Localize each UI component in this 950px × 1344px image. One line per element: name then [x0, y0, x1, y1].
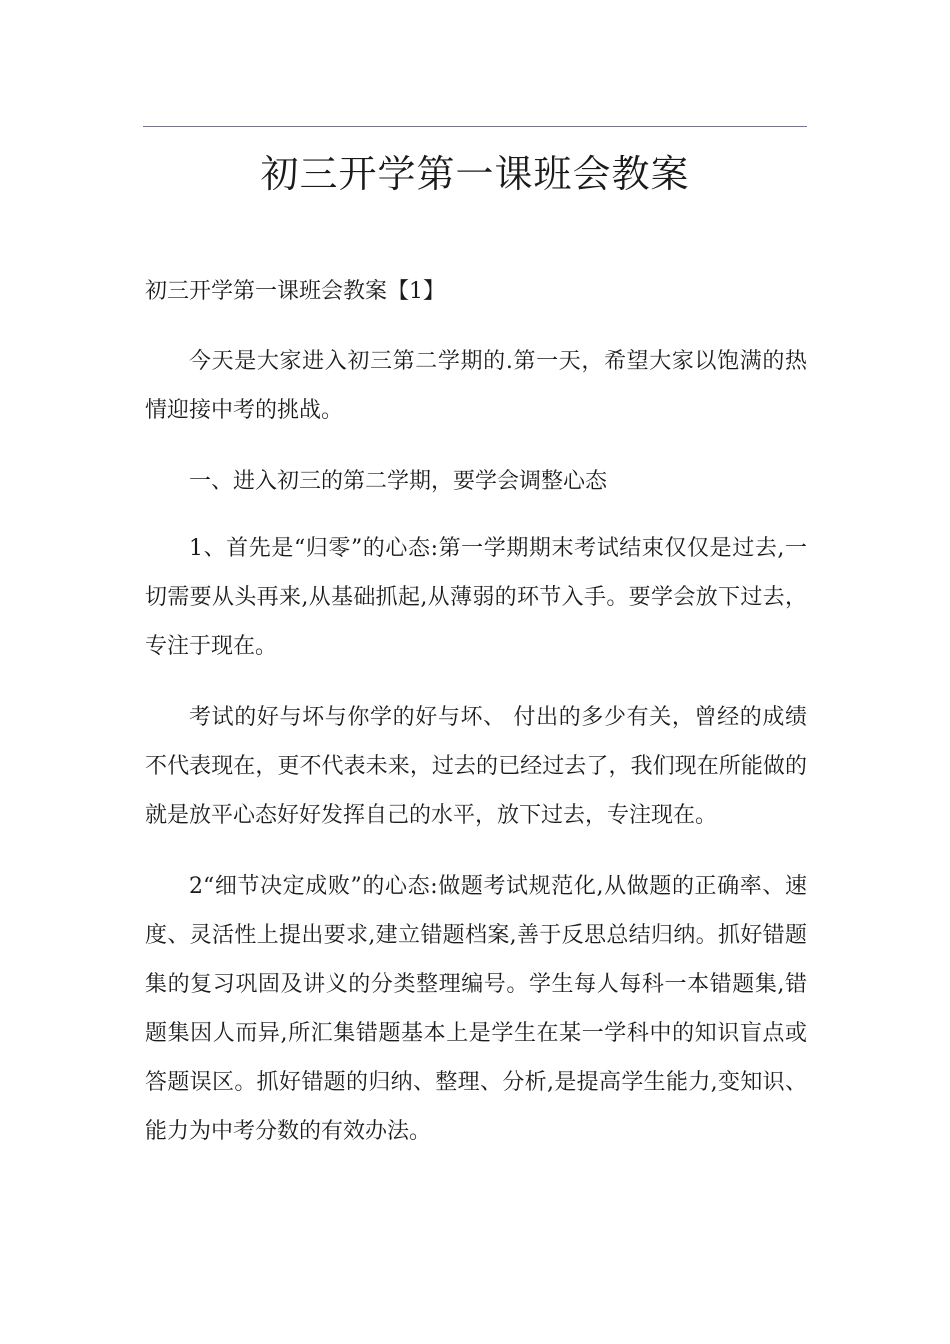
paragraph-intro: 今天是大家进入初三第二学期的.第一天，希望大家以饱满的热情迎接中考的挑战。: [145, 349, 807, 423]
paragraph-heading-one: 一、进入初三的第二学期，要学会调整心态: [189, 469, 608, 494]
paragraph-point-two: 2“细节决定成败”的心态:做题考试规范化,从做题的正确率、速度、灵活性上提出要求,建立错题档案,善于反思总结归纳。抓好错题集的复习巩固及讲义的分类整理编号。学生每人每科一本错题集,错题集因人而异,所汇集错题基本上是学生在某一学科中的知识盲点或答题误区。抓好错题的归纳、整理、分析,是提高学生能力,变知识、能力为中考分数的有效办法。: [145, 874, 807, 1144]
paragraph-point-one: 1、首先是“归零”的心态:第一学期期末考试结束仅仅是过去,一切需要从头再来,从基础抓起,从薄弱的环节入手。要学会放下过去，专注于现在。: [145, 536, 807, 659]
document-body: [145, 272, 807, 1178]
section-title: 初三开学第一课班会教案【1】: [145, 279, 445, 304]
header-rule: [143, 126, 807, 127]
page-title: 初三开学第一课班会教案: [260, 152, 690, 196]
paragraph-exam-attitude: 考试的好与坏与你学的好与坏、 付出的多少有关，曾经的成绩不代表现在，更不代表未来，过去的已经过去了，我们现在所能做的就是放平心态好好发挥自己的水平，放下过去，专注现在。: [145, 705, 807, 828]
